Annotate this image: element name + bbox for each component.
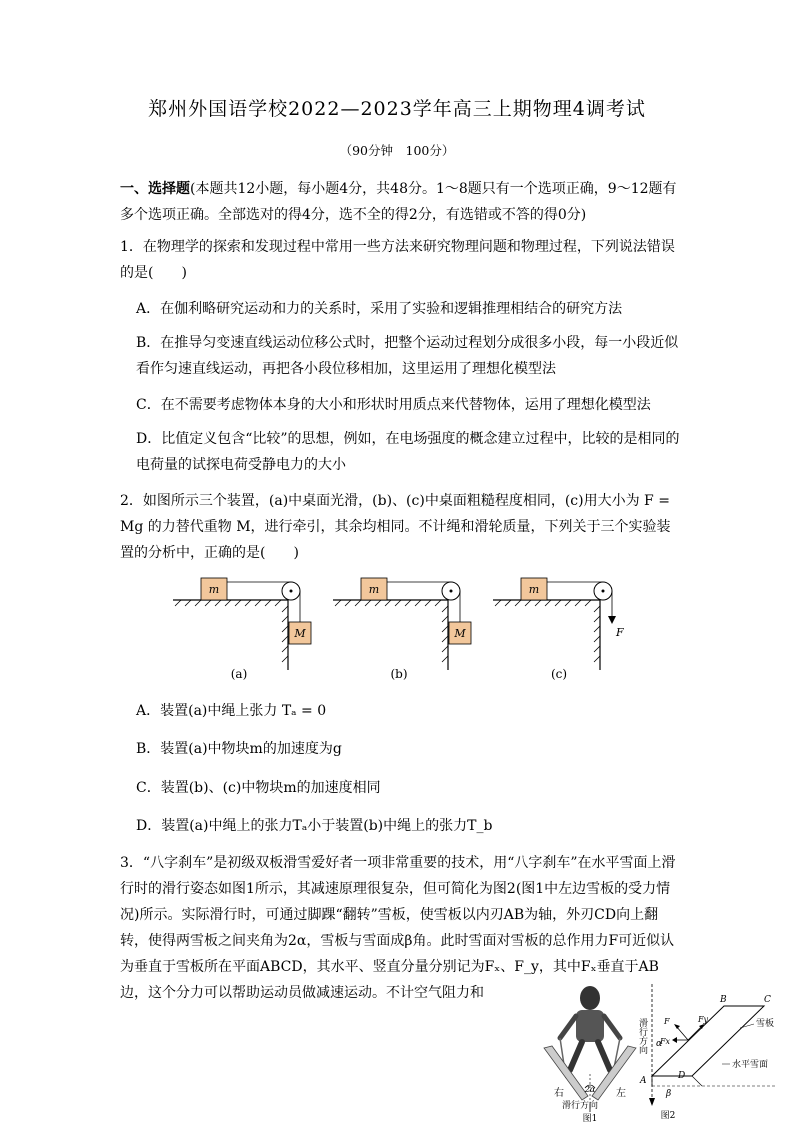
- point-C: C: [764, 995, 771, 1005]
- figure-label-a: (a): [230, 667, 248, 681]
- question-2-option-c: C．装置(b)、(c)中物块m的加速度相同: [136, 780, 381, 796]
- question-1-option-c: C．在不需要考虑物体本身的大小和形状时用质点来代替物体，运用了理想化模型法: [136, 397, 651, 413]
- question-1-option-d: D．比值定义包含“比较”的思想，例如，在电场强度的概念建立过程中，比较的是相同的电荷量的试探电荷受静电力的大小: [136, 431, 680, 473]
- force-diagram-figure-2: [636, 984, 794, 1123]
- question-1-option-a: A．在伽利略研究运动和力的关系时，采用了实验和逻辑推理相结合的研究方法: [136, 301, 623, 317]
- label-ski-board: 雪板: [756, 1019, 775, 1029]
- angle-beta: β: [666, 1089, 672, 1099]
- force-label: F: [616, 626, 624, 639]
- ski-left: [544, 1046, 588, 1100]
- question-2-option-d: D．装置(a)中绳上的张力Tₐ小于装置(b)中绳上的张力T_b: [136, 818, 493, 834]
- block-m-b-label: m: [368, 583, 380, 596]
- skier-figure-1: [530, 978, 640, 1123]
- ski-right: [592, 1046, 636, 1100]
- question-1-option-b: B．在推导匀变速直线运动位移公式时，把整个运动过程划分成很多小段，每一小段近似看作匀速直线运动，再把各小段位移相加，这里运用了理想化模型法: [136, 335, 679, 377]
- section-instructions: (本题共12小题，每小题4分，共48分。1～8题只有一个选项正确，9～12题有多个选项正确。全部选对的得4分，选不全的得2分，有选错或不答的得0分): [120, 181, 677, 223]
- angle-alpha: α: [656, 1039, 663, 1049]
- question-2-option-b: B．装置(a)中物块m的加速度为g: [136, 741, 342, 757]
- skier-body: [576, 1010, 604, 1042]
- block-M-a-label: M: [294, 627, 306, 640]
- question-3-stem: 3．“八字刹车”是初级双板滑雪爱好者一项非常重要的技术，用“八字刹车”在水平雪面上滑行时的滑行姿态如图1所示，其减速原理很复杂，但可简化为图2(图1中左边雪板的受力情况)所示。实际滑行时，可通过脚踝“翻转”雪板，使雪板以内刃AB为轴，外刃CD向上翻转，使得两雪板之间夹角为2α，雪板与雪面成β角。此时雪面对雪板的总作用力F可近似认为垂直于雪板所在平面ABCD，其水平、竖直分量分别记为Fₓ、F_y，其中Fₓ垂直于AB边，这个分力可以帮助运动员做减速运动。不计空气阻力和: [120, 855, 676, 1001]
- pulley-figure: [165, 570, 635, 690]
- block-m-c-label: m: [528, 583, 540, 596]
- device-a: [173, 578, 311, 681]
- fig1-direction-label: 滑行方向: [562, 1101, 599, 1111]
- question-2-stem: 2．如图所示三个装置，(a)中桌面光滑，(b)、(c)中桌面粗糙程度相同，(c)用大小为 F = Mg 的力替代重物 M，进行牵引，其余均相同。不计绳和滑轮质量，下列关于三个实验装置的分析中，正确的是( ): [120, 493, 671, 561]
- question-2-option-a: A．装置(a)中绳上张力 Tₐ = 0: [136, 703, 327, 719]
- fig2-caption: 图2: [660, 1111, 676, 1121]
- device-b: [333, 578, 471, 681]
- point-D: D: [678, 1071, 686, 1081]
- skier-head: [580, 986, 600, 1010]
- label-snow-surface: 水平雪面: [732, 1060, 769, 1070]
- page-title: 郑州外国语学校2022—2023学年高三上期物理4调考试: [148, 98, 646, 120]
- block-m-a-label: m: [208, 583, 220, 596]
- point-A: A: [640, 1076, 647, 1086]
- section-heading: [120, 176, 680, 228]
- figure-label-c: (c): [550, 667, 568, 681]
- angle-2alpha-label: 2α: [584, 1085, 596, 1094]
- label-left: 左: [616, 1088, 626, 1099]
- device-c: [493, 578, 624, 681]
- force-arrow: [608, 616, 616, 624]
- page-subtitle: （90分钟 100分）: [339, 143, 455, 158]
- point-B: B: [720, 995, 727, 1005]
- figure-label-b: (b): [390, 667, 408, 681]
- fig1-caption: 图1: [582, 1114, 598, 1123]
- force-F-label: F: [664, 1017, 670, 1026]
- force-Fx-label: Fx: [660, 1037, 671, 1046]
- section-label: 一、选择题: [120, 181, 190, 197]
- block-M-b-label: M: [454, 627, 466, 640]
- fig2-direction-label: 滑行方向: [637, 1018, 647, 1054]
- force-Fy-label: Fy: [698, 1015, 709, 1024]
- question-1-stem: 1．在物理学的探索和发现过程中常用一些方法来研究物理问题和物理过程，下列说法错误的是( ): [120, 239, 675, 281]
- label-right: 右: [554, 1088, 564, 1099]
